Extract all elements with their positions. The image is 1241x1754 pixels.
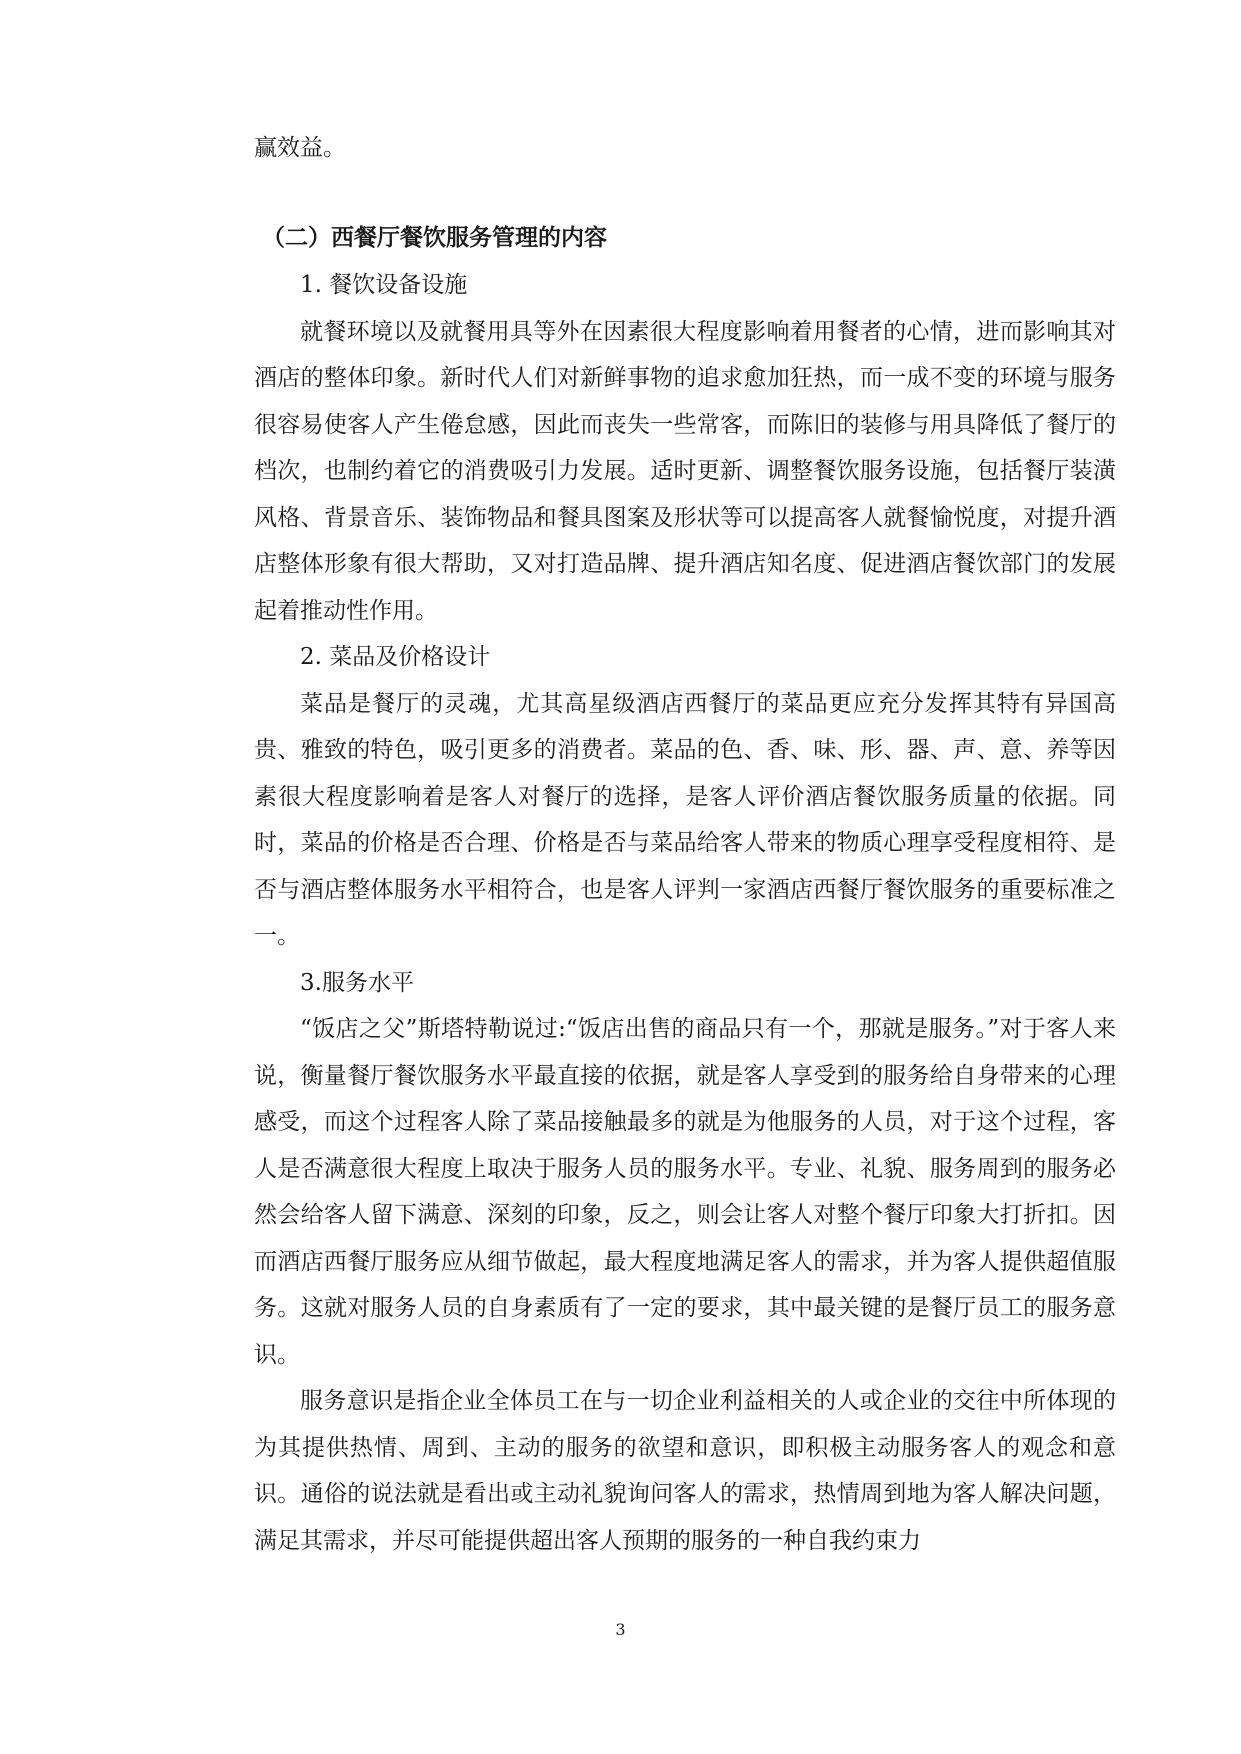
lead-fragment-block [254,125,1116,172]
lead-fragment: 赢效益。 [254,135,346,161]
item2-paragraph: 菜品是餐厅的灵魂，尤其高星级酒店西餐厅的菜品更应充分发挥其特有异国高贵、雅致的特色，吸引更多的消费者。菜品的色、香、味、形、器、声、意、养等因素很大程度影响着是客人对餐厅的选择，是客人评价酒店餐饮服务质量的依据。同时，菜品的价格是否合理、价格是否与菜品给客人带来的物质心理享受程度相符、是否与酒店整体服务水平相符合，也是客人评判一家酒店西餐厅餐饮服务的重要标准之一。 [254,690,1116,949]
item2-title: 2. 菜品及价格设计 [300,644,491,670]
page-number: 3 [615,1620,626,1639]
body-text [254,262,1116,1564]
item1-paragraph: 就餐环境以及就餐用具等外在因素很大程度影响着用餐者的心情，进而影响其对酒店的整体印象。新时代人们对新鲜事物的追求愈加狂热，而一成不变的环境与服务很容易使客人产生倦怠感，因此而丧失一些常客，而陈旧的装修与用具降低了餐厅的档次，也制约着它的消费吸引力发展。适时更新、调整餐饮服务设施，包括餐厅装潢风格、背景音乐、装饰物品和餐具图案及形状等可以提高客人就餐愉悦度，对提升酒店整体形象有很大帮助，又对打造品牌、提升酒店知名度、促进酒店餐饮部门的发展起着推动性作用。 [254,318,1116,624]
item1-title: 1. 餐饮设备设施 [300,272,468,298]
item3-paragraph-1: “饭店之父”斯塔特勒说过:“饭店出售的商品只有一个，那就是服务。”对于客人来说，衡量餐厅餐饮服务水平最直接的依据，就是客人享受到的服务给自身带来的心理感受，而这个过程客人除了菜品接触最多的就是为他服务的人员，对于这个过程，客人是否满意很大程度上取决于服务人员的服务水平。专业、礼貌、服务周到的服务必然会给客人留下满意、深刻的印象，反之，则会让客人对整个餐厅印象大打折扣。因而酒店西餐厅服务应从细节做起，最大程度地满足客人的需求，并为客人提供超值服务。这就对服务人员的自身素质有了一定的要求，其中最关键的是餐厅员工的服务意识。 [254,1016,1116,1368]
item3-paragraph-2: 服务意识是指企业全体员工在与一切企业利益相关的人或企业的交往中所体现的为其提供热情、周到、主动的服务的欲望和意识，即积极主动服务客人的观念和意识。通俗的说法就是看出或主动礼貌询问客人的需求，热情周到地为客人解决问题，满足其需求，并尽可能提供超出客人预期的服务的一种自我约束力 [254,1388,1116,1554]
section-heading: （二）西餐厅餐饮服务管理的内容 [262,225,607,251]
item3-title: 3.服务水平 [300,969,414,996]
